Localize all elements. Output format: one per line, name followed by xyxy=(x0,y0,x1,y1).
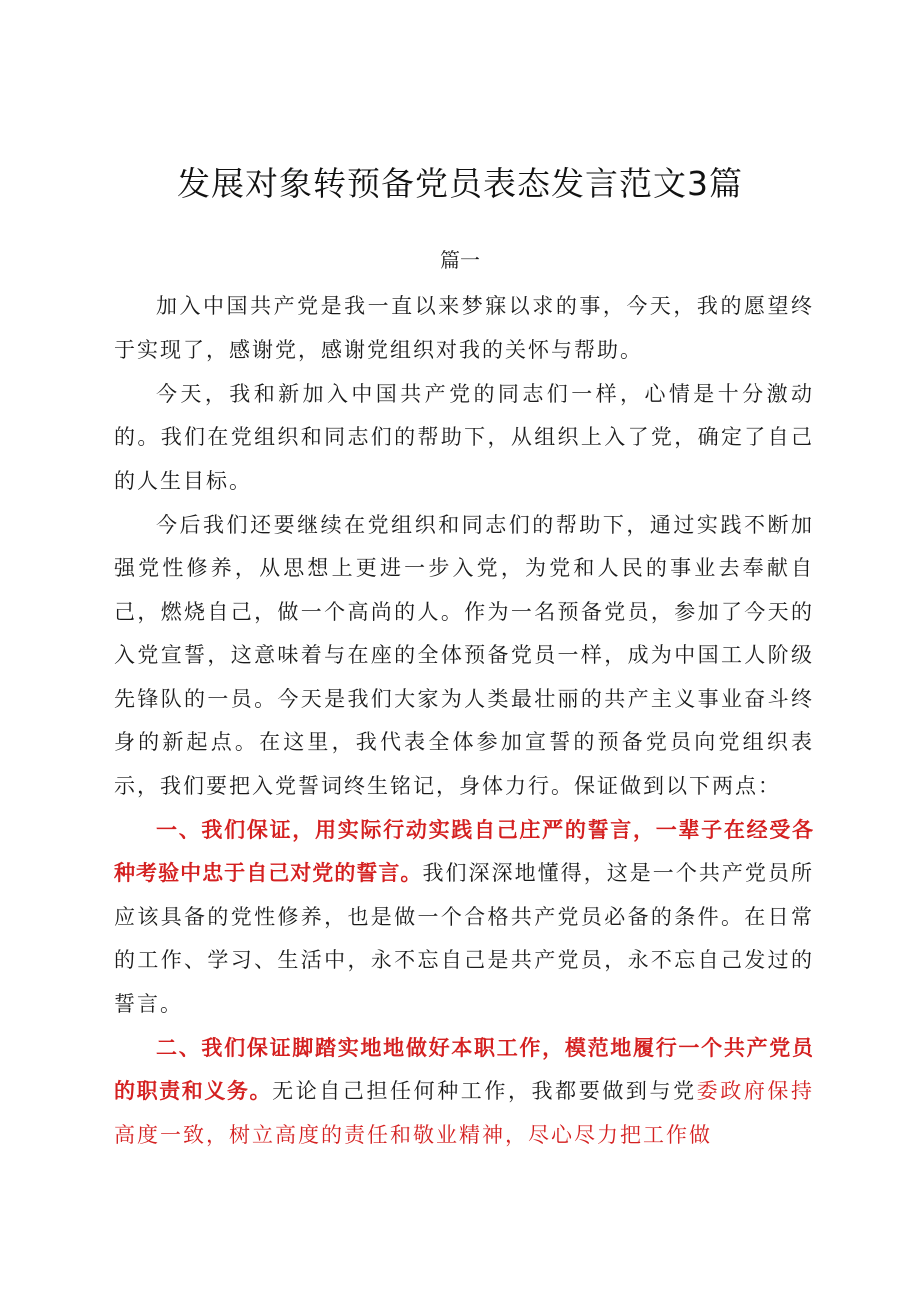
point-2-heading: 二、我们保证脚踏实地地做好本职工作，模范地履行一个共产党员的职责和义务。 xyxy=(114,1035,814,1103)
document-title: 发展对象转预备党员表态发言范文3篇 xyxy=(177,164,743,203)
section-label: 篇一 xyxy=(440,248,480,272)
paragraph-2: 今天，我和新加入中国共产党的同志们一样，心情是十分激动的。我们在党组织和同志们的帮助下，从组织上入了党，确定了自己的人生目标。 xyxy=(114,381,814,493)
document-body xyxy=(114,285,814,1158)
point-1-heading: 一、我们保证，用实际行动实践自己庄严的誓言，一辈子在经受各种考验中忠于自己对党的誓言。 xyxy=(114,817,814,885)
point-1-text: 我们深深地懂得，这是一个共产党员所应该具备的党性修养，也是做一个合格共产党员必备的条件。在日常的工作、学习、生活中，永不忘自己是共产党员，永不忘自己发过的誓言。 xyxy=(114,861,815,1016)
paragraph-3: 今后我们还要继续在党组织和同志们的帮助下，通过实践不断加强党性修养，从思想上更进一步入党，为党和人民的事业去奉献自己，燃烧自己，做一个高尚的人。作为一名预备党员，参加了今天的入党宣誓，这意味着与在座的全体预备党员一样，成为中国工人阶级先锋队的一员。今天是我们大家为人类最壮丽的共产主义事业奋斗终身的新起点。在这里，我代表全体参加宣誓的预备党员向党组织表示，我们要把入党誓词终生铭记，身体力行。保证做到以下两点： xyxy=(114,512,814,798)
paragraph-1: 加入中国共产党是我一直以来梦寐以求的事，今天，我的愿望终于实现了，感谢党，感谢党组织对我的关怀与帮助。 xyxy=(114,294,814,362)
point-1-paragraph xyxy=(114,809,814,1027)
point-2-red-text: 委政府保持高度一致，树立高度的责任和敬业精神，尽心尽力把工作做 xyxy=(114,1079,815,1147)
point-2-text: 无论自己担任何种工作，我都要做到与党 xyxy=(272,1079,697,1103)
point-2-paragraph xyxy=(114,1027,814,1158)
